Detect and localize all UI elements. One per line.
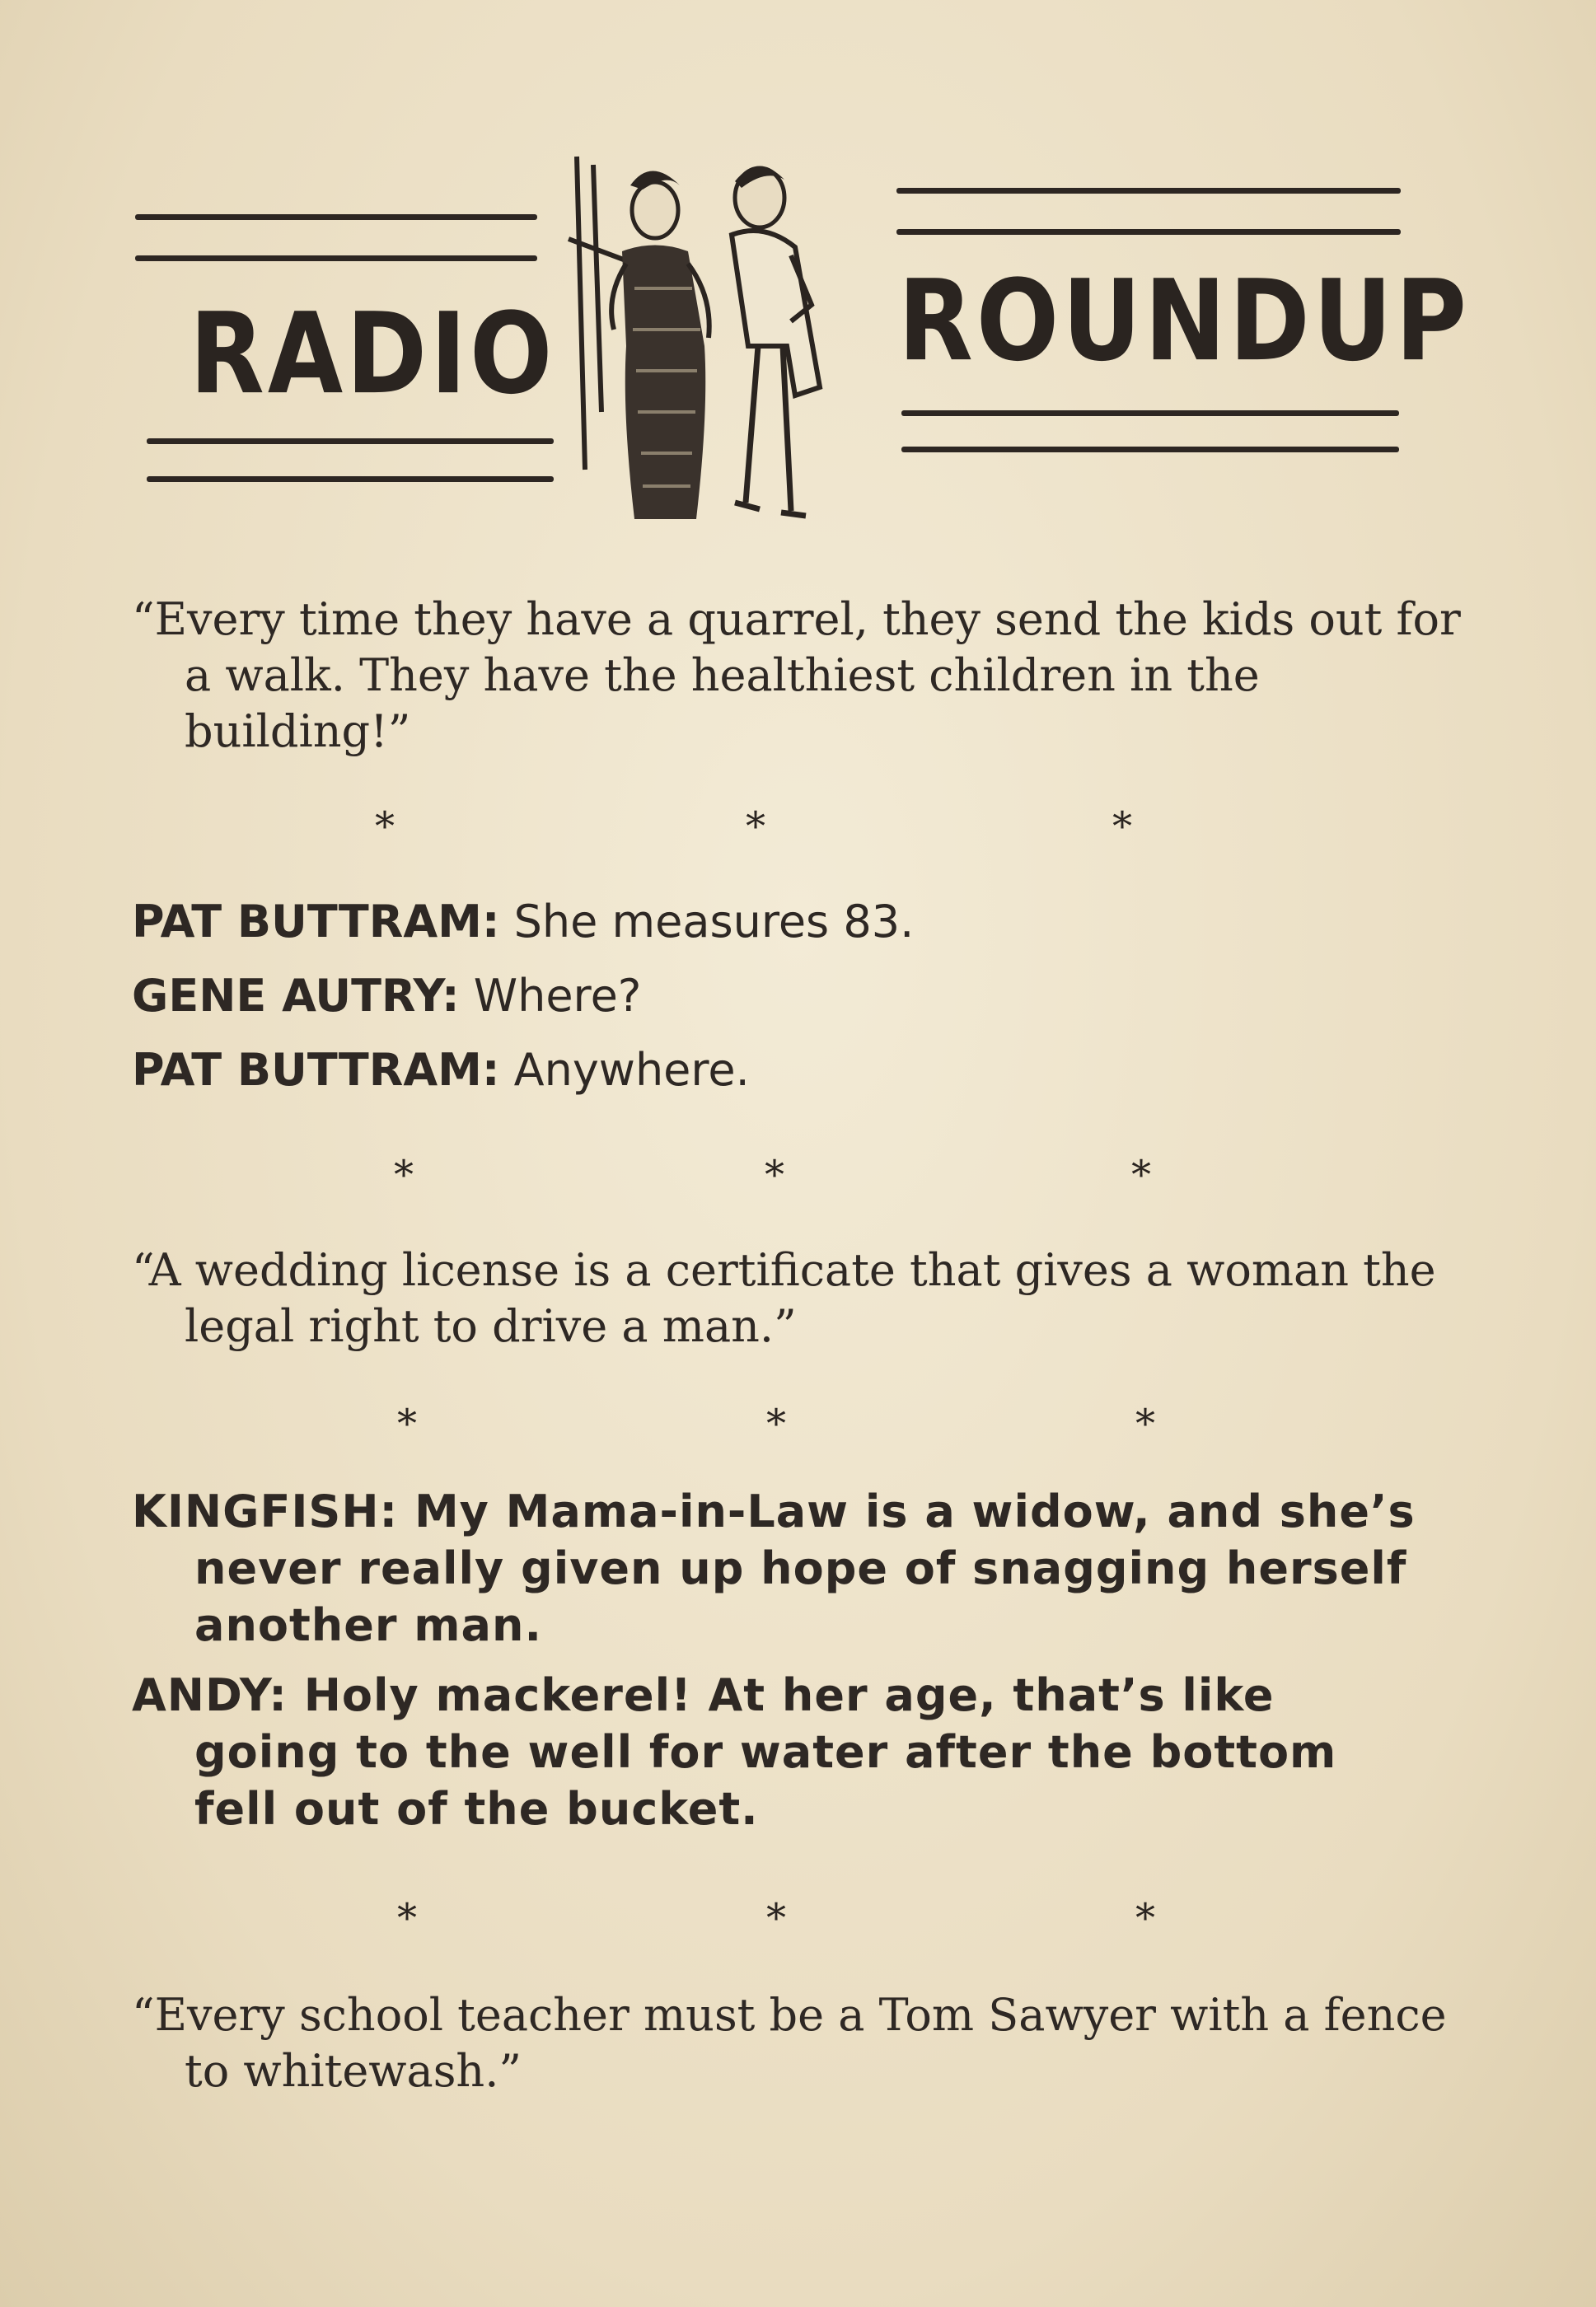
separator-star: * bbox=[397, 1895, 417, 1941]
title-radio: RADIO bbox=[190, 288, 556, 419]
dialogue-line bbox=[132, 894, 1417, 950]
header-rule bbox=[147, 438, 554, 444]
header-rule bbox=[901, 447, 1399, 452]
dialogue-text: She measures 83. bbox=[513, 896, 915, 948]
separator-star: * bbox=[746, 803, 765, 849]
dialogue-line bbox=[132, 1667, 1417, 1837]
separator-star: * bbox=[766, 1895, 786, 1941]
joke-dialogue bbox=[132, 894, 1417, 1098]
separator-star: * bbox=[1112, 803, 1132, 849]
couple-illustration-icon bbox=[544, 140, 873, 536]
separator-star: * bbox=[397, 1401, 417, 1447]
dialogue-text: Anywhere. bbox=[513, 1044, 750, 1096]
speaker-name: ANDY: bbox=[132, 1669, 288, 1721]
radio-roundup-header bbox=[132, 140, 1470, 536]
joke-dialogue bbox=[132, 1483, 1417, 1837]
speaker-name: GENE AUTRY: bbox=[132, 970, 460, 1022]
separator-star: * bbox=[1131, 1152, 1151, 1198]
header-rule bbox=[901, 410, 1399, 416]
joke-quote: “A wedding license is a certificate that gives a woman the legal right to drive a man.” bbox=[132, 1244, 1436, 1352]
separator-star: * bbox=[1135, 1895, 1155, 1941]
separator-star: * bbox=[1135, 1401, 1155, 1447]
separator-star: * bbox=[394, 1152, 414, 1198]
header-rule bbox=[147, 476, 554, 482]
joke-quote: “Every school teacher must be a Tom Sawyer with a fence to whitewash.” bbox=[132, 1989, 1447, 2097]
dialogue-text: Where? bbox=[473, 970, 642, 1022]
separator-star: * bbox=[375, 803, 395, 849]
speaker-name: KINGFISH: bbox=[132, 1486, 399, 1537]
dialogue-text: My Mama-in-Law is a widow, and she’s never really given up hope of snagging herself another man. bbox=[194, 1486, 1416, 1651]
dialogue-text: Holy mackerel! At her age, that’s like going to the well for water after the bottom fell out of the bucket. bbox=[194, 1669, 1337, 1835]
dialogue-line bbox=[132, 1483, 1417, 1654]
header-rule bbox=[896, 188, 1401, 194]
separator-stars bbox=[0, 803, 1596, 853]
speaker-name: PAT BUTTRAM: bbox=[132, 1044, 500, 1096]
separator-star: * bbox=[765, 1152, 784, 1198]
header-rule bbox=[135, 214, 537, 220]
header-rule bbox=[896, 229, 1401, 235]
joke-quote: “Every time they have a quarrel, they send the kids out for a walk. They have the healthiest children in the building!” bbox=[132, 593, 1461, 757]
separator-stars bbox=[0, 1895, 1596, 1944]
header-rule bbox=[135, 255, 537, 261]
dialogue-line bbox=[132, 968, 1417, 1024]
speaker-name: PAT BUTTRAM: bbox=[132, 896, 500, 948]
dialogue-line bbox=[132, 1042, 1417, 1098]
separator-star: * bbox=[766, 1401, 786, 1447]
title-roundup: ROUNDUP bbox=[898, 255, 1470, 386]
separator-stars bbox=[0, 1401, 1596, 1450]
separator-stars bbox=[0, 1152, 1596, 1201]
